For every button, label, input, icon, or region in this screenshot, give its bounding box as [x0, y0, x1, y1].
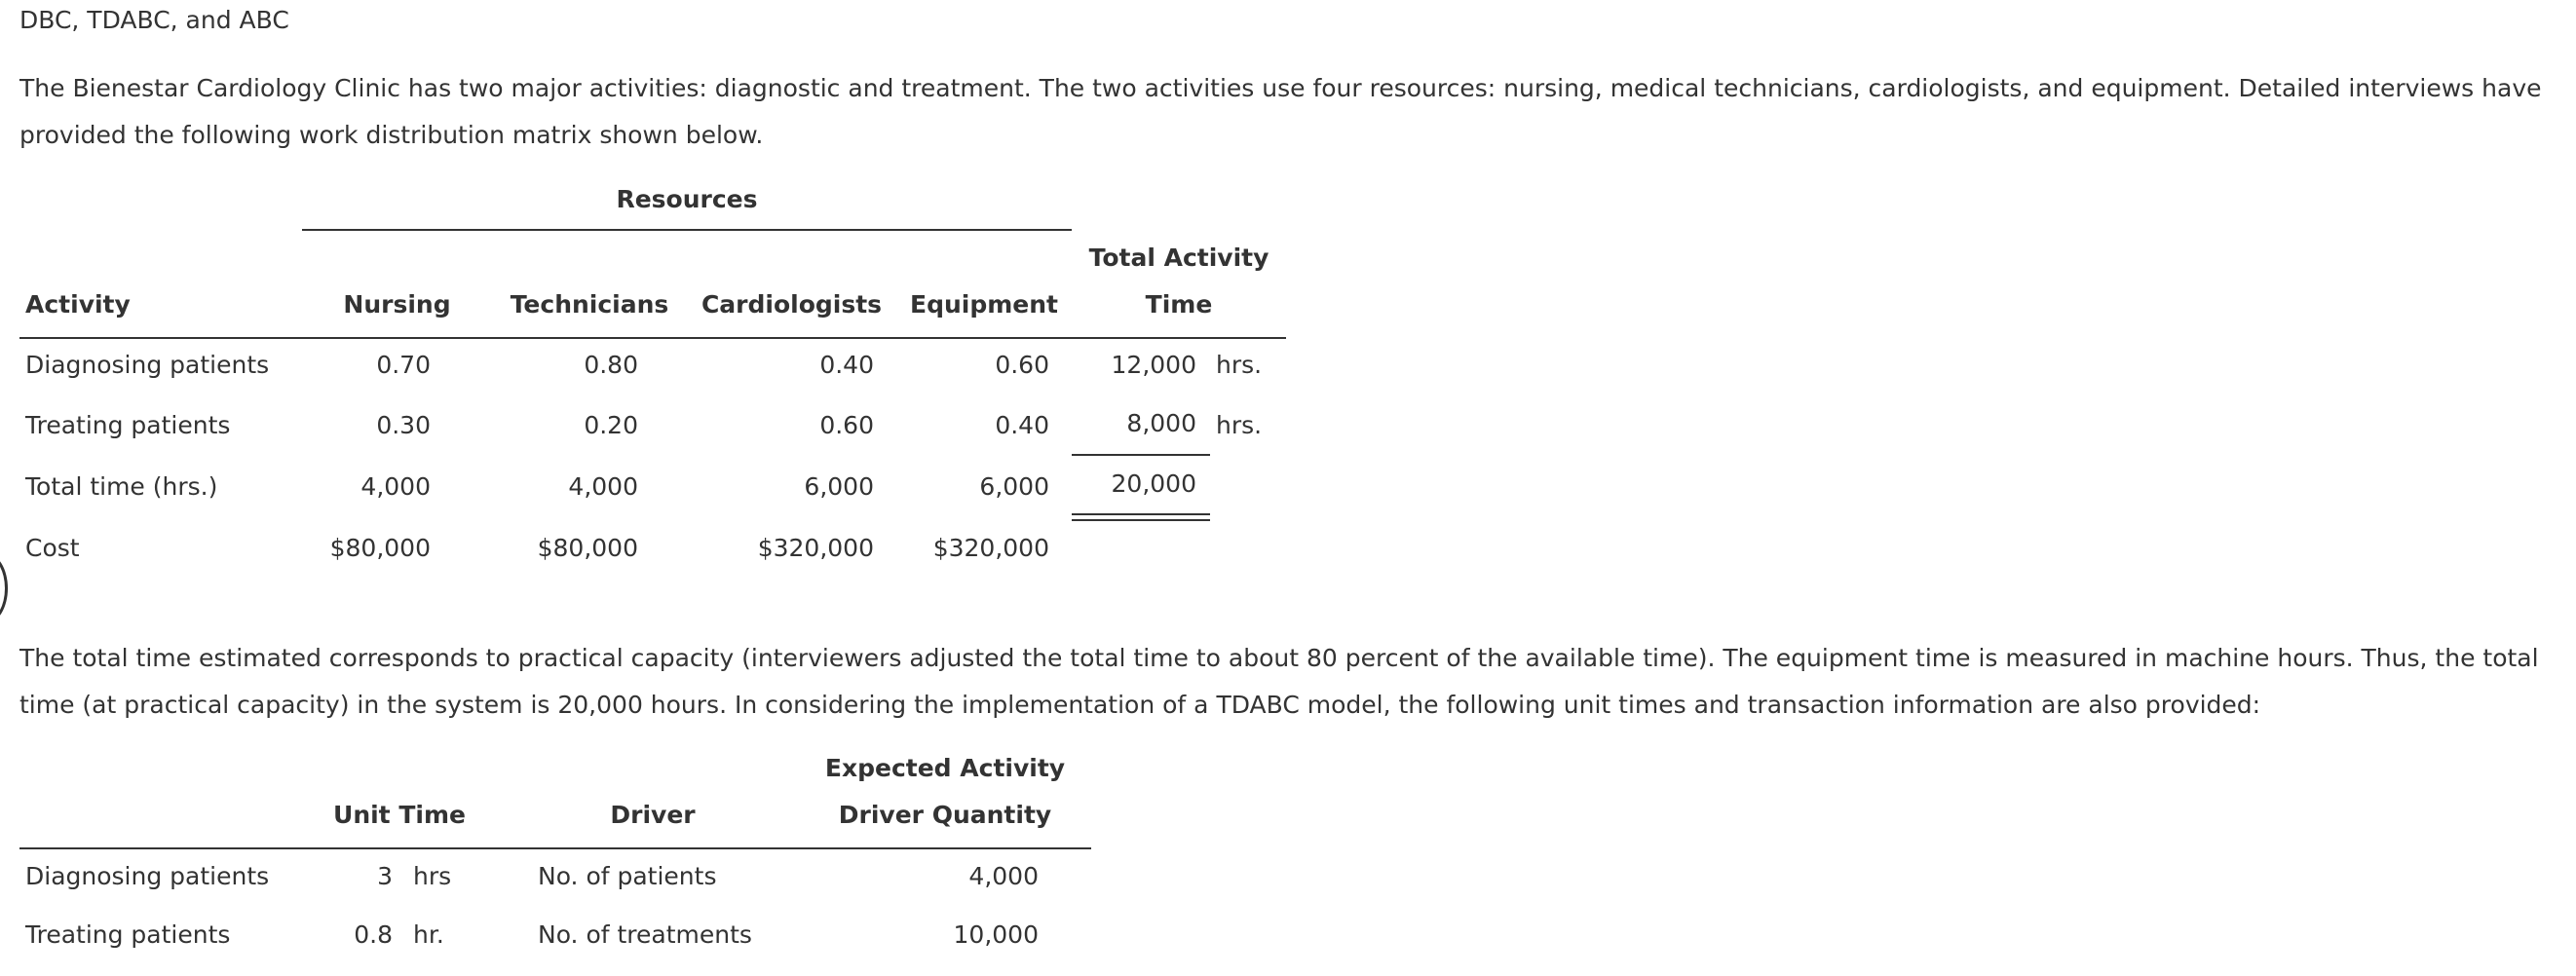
quantity-cell: 4,000: [968, 862, 1039, 890]
unit-time-header: Unit Time: [333, 801, 466, 829]
total-time-cell: 8,000: [1126, 409, 1196, 437]
driver-cell: No. of treatments: [538, 920, 752, 949]
cardiologists-cell: 0.60: [819, 411, 874, 439]
cardiologists-cell: 6,000: [804, 472, 874, 501]
total-time-cell: 20,000: [1111, 469, 1196, 498]
driver-cell: No. of patients: [538, 862, 717, 890]
activity-cell: Treating patients: [25, 920, 231, 949]
unit-time-cell: 3: [377, 862, 393, 890]
nursing-cell: 0.30: [376, 411, 431, 439]
equipment-cell: 0.40: [995, 411, 1049, 439]
cardiologists-column-header: Cardiologists: [701, 290, 883, 319]
cardiologists-cell: $320,000: [757, 534, 874, 562]
resources-header: Resources: [616, 185, 758, 213]
expected-quantity-header-line2: Driver Quantity: [838, 801, 1052, 829]
activity-cell: Treating patients: [25, 411, 231, 439]
technicians-cell: 0.20: [584, 411, 638, 439]
cardiologists-cell: 0.40: [819, 351, 874, 379]
nursing-cell: 0.70: [376, 351, 431, 379]
nursing-column-header: Nursing: [343, 290, 451, 319]
equipment-cell: 0.60: [995, 351, 1049, 379]
nursing-cell: $80,000: [329, 534, 431, 562]
intro-paragraph: The Bienestar Cardiology Clinic has two major activities: diagnostic and treatment. The two activities use four resources: nursing, medical technicians, cardiologists, and equipment. Detailed interviews have provided the following work distribution matrix shown below.: [19, 74, 2542, 149]
total-activity-header-line1: Total Activity: [1088, 244, 1269, 272]
equipment-cell: $320,000: [932, 534, 1049, 562]
total-activity-header-line2: Time: [1145, 290, 1213, 319]
activity-cell: Cost: [25, 534, 80, 562]
activity-cell: Diagnosing patients: [25, 862, 270, 890]
matrix-header-rule: [19, 337, 1286, 339]
equipment-cell: 6,000: [979, 472, 1049, 501]
quantity-cell: 10,000: [953, 920, 1039, 949]
tdabc-header-rule: [19, 847, 1091, 849]
technicians-cell: 4,000: [568, 472, 638, 501]
technicians-cell: $80,000: [537, 534, 638, 562]
middle-paragraph: The total time estimated corresponds to practical capacity (interviewers adjusted the total time to about 80 percent of the available time). The equipment time is measured in machine hours. Thus, the total time (at practical capacity) in the system is 20,000 hours. In considering the implementation of a TDABC model, the following unit times and transaction information are also provided:: [19, 644, 2539, 719]
hours-unit: hrs.: [1216, 411, 1263, 439]
unit-time-cell: 0.8: [354, 920, 393, 949]
edge-circle-icon: [0, 553, 8, 623]
expected-quantity-header-line1: Expected Activity: [824, 754, 1066, 782]
nursing-cell: 4,000: [360, 472, 431, 501]
page-title: DBC, TDABC, and ABC: [19, 6, 289, 34]
subtotal-rule: [1072, 454, 1210, 456]
equipment-column-header: Equipment: [910, 290, 1058, 319]
unit-time-unit: hr.: [413, 920, 444, 949]
technicians-cell: 0.80: [584, 351, 638, 379]
driver-header: Driver: [610, 801, 696, 829]
grand-total-double-rule: [1072, 513, 1210, 521]
unit-time-unit: hrs: [413, 862, 452, 890]
hours-unit: hrs.: [1216, 351, 1263, 379]
activity-cell: Diagnosing patients: [25, 351, 270, 379]
activity-column-header: Activity: [25, 290, 131, 319]
technicians-column-header: Technicians: [510, 290, 669, 319]
activity-cell: Total time (hrs.): [25, 472, 218, 501]
total-time-cell: 12,000: [1111, 351, 1196, 379]
resources-underline: [302, 229, 1072, 231]
